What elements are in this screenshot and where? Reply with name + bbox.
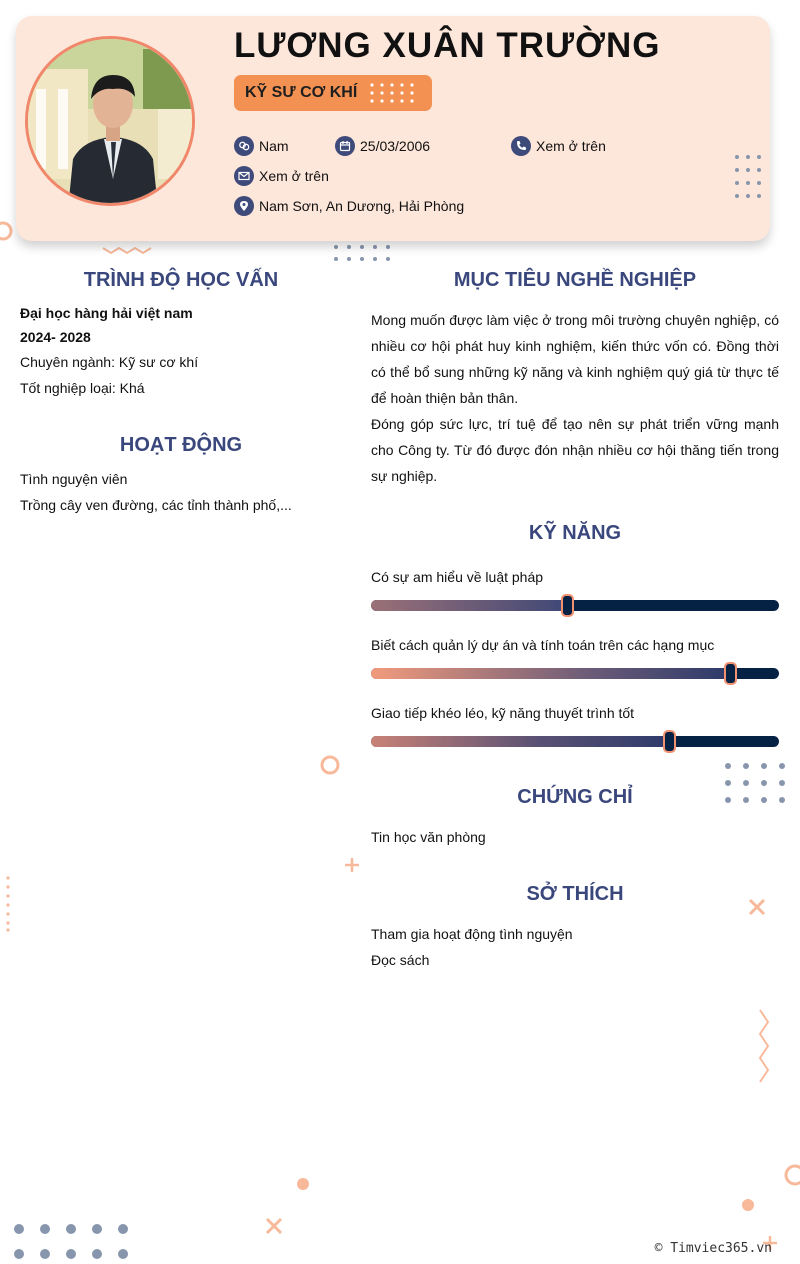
skill-label: Có sự am hiểu về luật pháp: [371, 569, 544, 585]
profile-photo: [25, 36, 195, 206]
certificates-title: CHỨNG CHỈ: [517, 786, 633, 808]
activity-description: Trồng cây ven đường, các tỉnh thành phố,...: [20, 497, 292, 513]
skill-bar-fill: [371, 600, 567, 611]
address-row: [234, 196, 464, 216]
location-icon: [234, 196, 254, 216]
position-label: KỸ SƯ CƠ KHÍ: [245, 84, 358, 101]
objective-title: MỤC TIÊU NGHỀ NGHIỆP: [453, 269, 697, 291]
position-badge: [234, 75, 432, 111]
education-school: Đại học hàng hải việt nam: [20, 305, 193, 321]
header-dot-grid: [728, 150, 768, 210]
skill-bar-knob: [724, 662, 737, 685]
certificate-item: Tin học văn phòng: [371, 829, 486, 845]
education-major: Chuyên ngành: Kỹ sư cơ khí: [20, 354, 199, 370]
candidate-name: LƯƠNG XUÂN TRƯỜNG: [234, 26, 661, 65]
gender-row: [234, 136, 289, 156]
calendar-icon: [335, 136, 355, 156]
email-row: [234, 166, 329, 186]
email-value: Xem ở trên: [259, 168, 329, 184]
skill-bar: [371, 736, 779, 747]
phone-row: [511, 136, 606, 156]
hobby-item: Đọc sách: [371, 952, 430, 968]
phone-icon: [511, 136, 531, 156]
birthdate-row: [335, 136, 430, 156]
education-title: TRÌNH ĐỘ HỌC VẤN: [83, 269, 279, 291]
hobby-item: Tham gia hoạt động tình nguyện: [371, 926, 573, 942]
address-value: Nam Sơn, An Dương, Hải Phòng: [259, 198, 465, 214]
education-years: 2024- 2028: [20, 329, 91, 345]
skill-bar-fill: [371, 736, 669, 747]
birthdate-value: 25/03/2006: [360, 138, 431, 154]
skills-title: KỸ NĂNG: [528, 522, 622, 544]
email-icon: [234, 166, 254, 186]
skill-label: Biết cách quản lý dự án và tính toán trên các hạng mục: [371, 637, 715, 653]
education-grade: Tốt nghiệp loại: Khá: [20, 380, 145, 396]
skill-label: Giao tiếp khéo léo, kỹ năng thuyết trình tốt: [371, 705, 635, 721]
skill-bar-knob: [663, 730, 676, 753]
phone-value: Xem ở trên: [536, 138, 606, 154]
activities-title: HOẠT ĐỘNG: [119, 434, 243, 456]
hobbies-title: SỞ THÍCH: [526, 883, 624, 905]
skill-bar-knob: [561, 594, 574, 617]
pill-dot-decoration: [368, 81, 424, 105]
objective-paragraph-2: Đóng góp sức lực, trí tuệ để tạo nên sự phát triển vững mạnh cho Công ty. Từ đó được đón nhận nhiều cơ hội thăng tiến trong sự nghiệp.: [371, 416, 779, 484]
gender-icon: [234, 136, 254, 156]
objective-paragraph-1: Mong muốn được làm việc ở trong môi trường chuyên nghiệp, có nhiều cơ hội phát huy kinh nghiệm, kiến thức vốn có. Đồng thời có thể bổ sung những kỹ năng và kinh nghiệm quý giá từ thực tế để hoàn thiện bản thân.: [371, 312, 779, 406]
gender-value: Nam: [259, 138, 289, 154]
footer-copyright: © Timviec365.vn: [654, 1241, 772, 1256]
skill-bar: [371, 600, 779, 611]
activity-role: Tình nguyện viên: [20, 471, 128, 487]
skill-bar-fill: [371, 668, 730, 679]
skill-bar: [371, 668, 779, 679]
